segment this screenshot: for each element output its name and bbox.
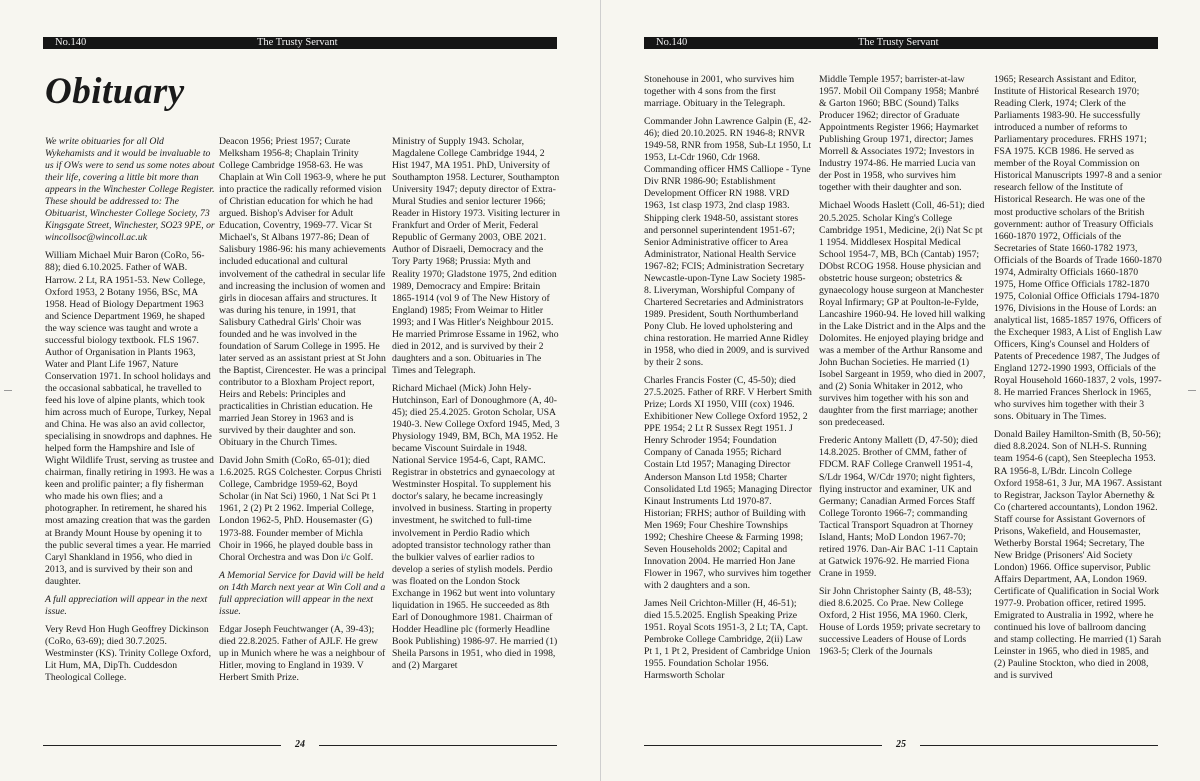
obituary-entry: Very Revd Hon Hugh Geoffrey Dickinson (CoRo, 63-69); died 30.7.2025. Westminster (KS). Trinity College Oxford, Lit Hum, MA, DipTh. Cuddesdon Theological College.: [45, 623, 212, 684]
footer-rule: [43, 745, 281, 746]
memorial-note: A Memorial Service for David will be held on 14th March next year at Win Coll and a full appreciation will appear in the next issue.: [219, 569, 386, 617]
running-header-left: [43, 37, 557, 49]
footer-rule: [920, 745, 1158, 746]
obituary-entry: James Neil Crichton-Miller (H, 46-51); died 15.5.2025. English Speaking Prize 1951. Royal Scots 1951-3, 2 Lt; TA, Capt. Pembroke College Cambridge, 2(ii) Law Pt 1, 1 Pt 2, President of Cambridge Union 1955. Foundation Scholar 1956. Harmsworth Scholar: [644, 597, 811, 682]
obituary-entry: Frederic Antony Mallett (D, 47-50); died 14.8.2025. Brother of CMM, father of FDCM. RAF College Cranwell 1951-4, S/Ldr 1964, W/Cdr 1970; night fighters, flying instructor and examiner, UK and Germany; Canadian Armed Forces Staff College Toronto 1966-7; commanding Tactical Transport Squadron at Thorney Island, Hants; MoD London 1967-70; retired 1976. Dan-Air BAC 1-11 Captain at Gatwick 1976-92. He married Fiona Crane in 1959.: [819, 435, 978, 579]
page-footer-left: [43, 739, 557, 751]
running-header-right: [644, 37, 1158, 49]
crop-mark: [1188, 390, 1196, 391]
appreciation-note: A full appreciation will appear in the next issue.: [45, 593, 208, 617]
obituary-entry: Michael Woods Haslett (Coll, 46-51); died 20.5.2025. Scholar King's College Cambridge 1951, Medicine, 2(i) Nat Sc pt 1 1954. Middlesex Hospital Medical School 1954-7, MB, BCh (Cantab) 1957; DObst RCOG 1958. House physician and obstetric house surgeon; obstetrics & gynaecology house surgeon at Manchester Royal Infirmary; GP at Poulton-le-Fylde, Lancashire 1960-94. He loved hill walking in the Lake District and in the Alps and the Dolomites. He enjoyed playing bridge and was a member of the Arthur Ransome and John Buchan Societies. He married (1) Isobel Sargeant in 1959, who died in 2007, and (2) Sonia Whitaker in 2012, who survives him together with his son and daughter from the first marriage; another son predeceased.: [819, 200, 986, 429]
footer-rule: [644, 745, 882, 746]
right-page: [600, 0, 1200, 781]
obituary-entry: Sir John Christopher Sainty (B, 48-53); died 8.6.2025. Co Prae. New College Oxford, 2 Hist 1956, MA 1960. Clerk, House of Lords 1959; private secretary to successive Leaders of House of Lords 1963-5; Clerk of the Journals: [819, 585, 981, 658]
issue-number: No.140: [656, 37, 688, 48]
page-number: 24: [295, 739, 305, 750]
magazine-title: The Trusty Servant: [858, 37, 939, 48]
page-footer-right: [644, 739, 1158, 751]
footer-rule: [319, 745, 557, 746]
obituary-entry: William Michael Muir Baron (CoRo, 56-88); died 6.10.2025. Father of WAB. Harrow. 2 Lt, RA 1951-53. New College, Oxford 1953, 2 Botany 1956, BSc, MA 1958. Head of Biology Department 1963 and Science Department 1969, he shaped the way science was taught and wrote a successful biology textbook. FLS 1967. Author of Organisation in Plants 1963, Water and Plant Life 1967, Nature Conservation 1971. In school holidays and the occasional sabbatical, he travelled to feed his love of alpine plants, which took him across much of Europe, Turkey, Nepal and China. He was also an avid collector, specialising in snowdrops and daphnes. He helped form the Hampshire and Isle of Wight Wildlife Trust, serving as trustee and chairman, finally retiring in 1993. He was a keen and prolific painter; a fly fisherman who made his own flies; and a photographer. In retirement, he shared his most amazing creation that was the garden at Brandy Mount House by opening it to the public several times a year. He married Caryl Shankland in 1956, who died in 2013, and is survived by their son and daughter.: [45, 250, 215, 587]
obituary-entry: David John Smith (CoRo, 65-01); died 1.6.2025. RGS Colchester. Corpus Christi College, Cambridge 1959-62, Boyd Scholar (in Nat Sci) 1960, 1 Nat Sci Pt 1 1961, 2 (2) Pt 2 1962. Imperial College, London 1962-5, PhD. Housemaster (G) 1973-88. Founder member of Michla Choir in 1966, he played double bass in Choral Orchestra and was Don i/c Golf.: [219, 455, 382, 563]
intro-paragraph: We write obituaries for all Old Wykehamists and it would be invaluable to us if OWs were to send us some notes about their life, covering a little bit more than appears in the Winchester College Register. These should be addressed to: The Obituarist, Winchester College Society, 73 Kingsgate Street, Winchester, SO23 9PE, or wincollsoc@wincoll.ac.uk: [45, 136, 215, 244]
magazine-title: The Trusty Servant: [257, 37, 338, 48]
column-2: [819, 74, 987, 664]
page-title: Obituary: [45, 71, 185, 112]
obituary-entry: Deacon 1956; Priest 1957; Curate Melksham 1956-8; Chaplain Trinity College Cambridge 1958-63. He was Chaplain at Win Coll 1963-9, where he put into practice the radically reformed vision of Christian education for which he had argued. Bishop's Adviser for Adult Education, Coventry, 1969-77. Vicar St Michael's, St Albans 1977-86; Dean of Salisbury 1986-96: his many achievements included educational and cultural involvement of the cathedral in secular life and increasing the inclusion of women and girls in diocesan affairs and structures. It was during his tenure, in 1991, that Salisbury Cathedral Girls' Choir was founded and he was involved in the foundation of Sarum College in 1995. He later served as an assistant priest at St John the Baptist, Cirencester. He was a principal contributor to a Bloxham Project report, Heirs and Rebels: Principles and practicalities in Christian education. He married Jean Storey in 1963 and is survived by their daughter and son. Obituary in the Church Times.: [219, 136, 387, 449]
obituary-entry: Donald Bailey Hamilton-Smith (B, 50-56); died 8.8.2024. Son of NLH-S. Running team 1954-6 (capt), Sen Steeplecha 1953. RA 1956-8, L/Bdr. Lincoln College Oxford 1958-61, 3 Jur, MA 1967. Assistant to Registrar, Jackson Taylor Abernethy & Co (chartered accountants), London 1962. Staff course for Assistant Governors of Prisons, Wakefield, and Housemaster, Wetherby Borstal 1964; Secretary, The New Bridge (Prisoners' Aid Society London) 1966. Office supervisor, Public Affairs Department, AA, London 1969. Certificate of Qualification in Social Work 1977-9. Probation officer, retired 1995. Emigrated to Australia in 1992, where he continued his love of ballroom dancing and stamp collecting. He married (1) Sarah Leinster in 1965, who died in 1985, and (2) Pauline Stockton, who died in 2008, and is survived: [994, 429, 1162, 682]
column-1: [644, 74, 812, 688]
column-3: [392, 136, 560, 678]
obituary-entry: Richard Michael (Mick) John Hely-Hutchinson, Earl of Donoughmore (A, 40-45); died 25.4.2025. Groton Scholar, USA 1940-3. New College Oxford 1945, Med, 3 Physiology 1949, BM, BCh, MA 1952. He became Viscount Suirdale in 1948. National Service 1954-6, Capt, RAMC. Registrar in obstetrics and gynaecology at Westminster Hospital. To supplement his doctor's salary, he became increasingly involved in business. Starting in property investment, he switched to full-time involvement in Perdio Radio which adopted transistor technology rather than the bulkier valves of earlier radios to develop a series of stylish models. Perdio was floated on the London Stock Exchange in 1962 but went into voluntary liquidation in 1965. He succeeded as 8th Earl of Donoughmore 1981. Chairman of Hodder Headline plc (formerly Headline Book Publishing) 1986-97. He married (1) Sheila Parsons in 1951, who died in 1998, and (2) Margaret: [392, 382, 560, 672]
column-2: [219, 136, 387, 690]
column-3: [994, 74, 1162, 688]
obituary-entry: Middle Temple 1957; barrister-at-law 1957. Mobil Oil Company 1958; Manbré & Garton 1960; BBC (Sound) Talks Producer 1962; director of Graduate Appointments Register 1966; Haymarket Publishing Group 1971, director; James Morrell & Associates 1972; Investors in Industry 1974-86. He married Lucia van der Post in 1958, who survives him together with their daughter and son.: [819, 74, 979, 194]
obituary-entry: 1965; Research Assistant and Editor, Institute of Historical Research 1970; Reading Clerk, 1974; Clerk of the Parliaments 1983-90. He successfully introduced a number of reforms to Parliamentary procedures. FRHS 1971; FSA 1975. KCB 1986. He served as member of the Royal Commission on Historical Manuscripts 1997-8 and a senior research fellow of the Institute of Historical Research. He was one of the most productive scholars of the British government: author of Treasury Officials 1660-1870 1972, Officials of the Secretaries of State 1660-1782 1973, Officials of the Boards of Trade 1660-1870 1974, Admiralty Officials 1660-1870 1975, Home Office Officials 1782-1870 1975, Colonial Office Officials 1794-1870 1976, Divisions in the House of Lords: an analytical list, 1685-1857 1976, Officers of the Exchequer 1983, A List of English Law Officers, King's Counsel and Holders of Patents of Precedence 1987, The Judges of England 1272-1990 1993, Officials of the Royal Household 1660-1837, 2 vols, 1997-8. He married Frances Sherlock in 1965, who survives him together with their 3 sons. Obituary in The Times.: [994, 74, 1162, 423]
obituary-entry: Edgar Joseph Feuchtwanger (A, 39-43); died 22.8.2025. Father of AJLF. He grew up in Munich where he was a neighbour of Hitler, moving to England in 1939. V Herbert Smith Prize.: [219, 623, 386, 684]
obituary-entry: Charles Francis Foster (C, 45-50); died 27.5.2025. Father of RRF. V Herbert Smith Prize; Lords XI 1950, VIII (cox) 1946. Exhibitioner New College Oxford 1952, 2 PPE 1954; 2 Lt R Sussex Regt 1951. J Henry Schroder 1954; Foundation Company of Canada 1955; Richard Costain Ltd 1957; Managing Director Anderson Manson Ltd 1958; Charter Consolidated Ltd 1965; Managing Director Kinaut Instruments Ltd 1970-87. Historian; FRHS; author of Building with Men 1969; Four Cheshire Townships 1992; Cheshire Cheese & Farming 1998; Seven Households 2002; Capital and Innovation 2004. He married Hon Jane Flower in 1967, who survives him together with 2 daughters and a son.: [644, 375, 812, 591]
obituary-entry: Stonehouse in 2001, who survives him together with 4 sons from the first marriage. Obituary in the Telegraph.: [644, 74, 795, 110]
issue-number: No.140: [55, 37, 87, 48]
obituary-entry: Commander John Lawrence Galpin (E, 42-46); died 20.10.2025. RN 1946-8; RNVR 1949-58, RNR from 1958, Sub-Lt 1950, Lt 1953, Lt-Cdr 1960, Cdr 1968. Commanding officer HMS Calliope - Tyne Div RNR 1986-90; Establishment Development Officer RN 1988. VRD 1963, 1st clasp 1973, 2nd clasp 1983. Shipping clerk 1948-50, assistant stores and personnel superintendent 1951-67; Senior Administrative officer to Area Administrator, National Health Service 1967-82; FCIS; Administration Secretary Newcastle-upon-Tyne Law Society 1985-8. Liveryman, Worshipful Company of Chartered Secretaries and Administrators 1989. President, South Northumberland Pony Club. He loved upholstering and china restoration. He married Anne Ridley in 1958, who died in 2009, and is survived by their 2 sons.: [644, 116, 812, 369]
page-number: 25: [896, 739, 906, 750]
column-1: [45, 136, 215, 690]
obituary-entry: Ministry of Supply 1943. Scholar, Magdalene College Cambridge 1944, 2 Hist 1947, MA 1951. PhD, University of Southampton 1958. Lecturer, Southampton University 1947; deputy director of Extra-Mural Studies and senior lecturer 1966; Reader in History 1973. Visiting lecturer in Frankfurt and Order of Merit, Federal Republic of Germany 2003, OBE 2021. Author of Disraeli, Democracy and the Tory Party 1968; Prussia: Myth and Reality 1970; Gladstone 1975, 2nd edition 1989, Democracy and Empire: Britain 1865-1914 (vol 9 of The New History of England) 1985; From Weimar to Hitler 1993; and I Was Hitler's Neighbour 2015. He married Primrose Essame in 1962, who died in 2012, and is survived by their 2 daughters and a son. Obituaries in The Times and Telegraph.: [392, 136, 560, 376]
crop-mark: [4, 390, 12, 391]
